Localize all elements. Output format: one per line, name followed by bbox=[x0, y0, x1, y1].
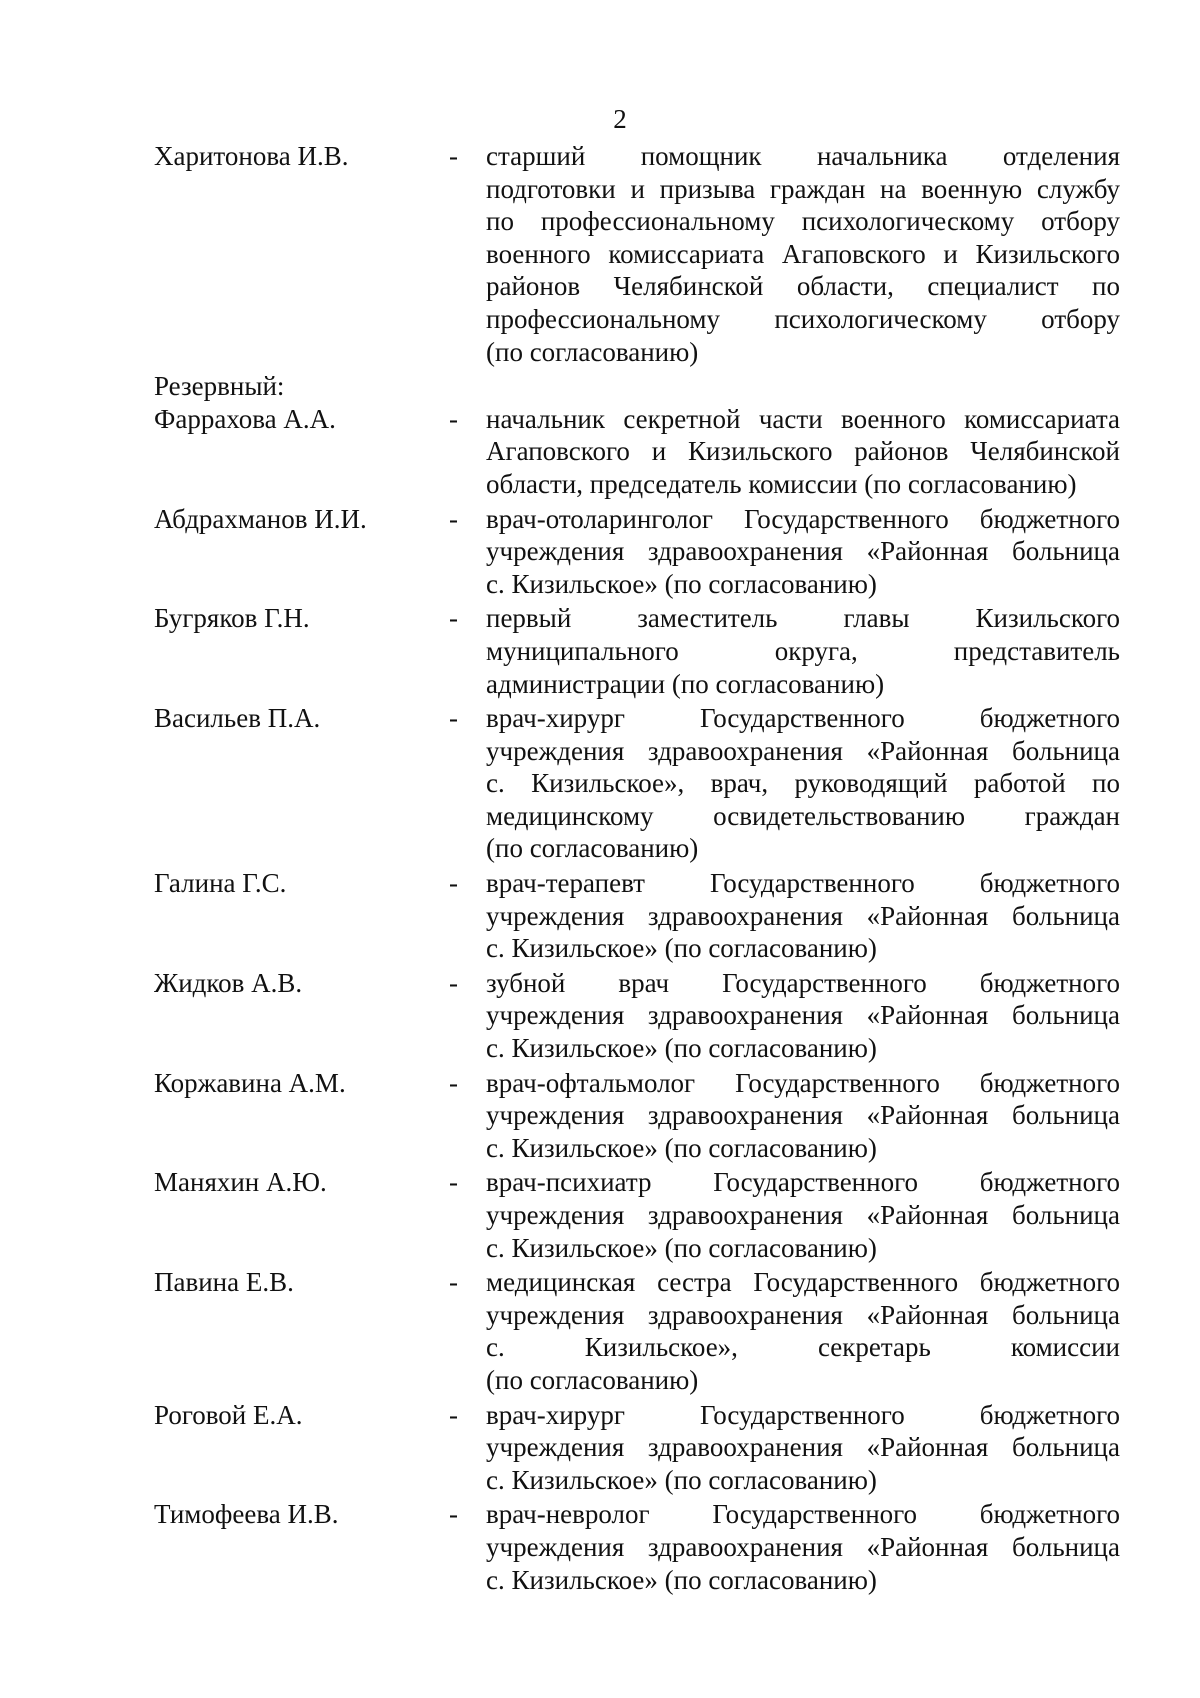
description-line: врач-хирург Государственного бюджетного bbox=[486, 703, 1120, 734]
member-name: Галина Г.С. bbox=[154, 868, 287, 899]
entry-dash: - bbox=[449, 703, 458, 734]
description-line: подготовки и призыва граждан на военную службу bbox=[486, 173, 1120, 204]
description-line: медицинскому освидетельствованию граждан bbox=[486, 800, 1120, 831]
member-entry bbox=[154, 1067, 1120, 1165]
description-line: (по согласованию) bbox=[486, 1364, 699, 1395]
description-line: с. Кизильское» (по согласованию) bbox=[486, 1464, 877, 1495]
member-entry bbox=[154, 702, 1120, 865]
entry-dash: - bbox=[449, 1067, 458, 1098]
entry-dash: - bbox=[449, 967, 458, 998]
member-entry bbox=[154, 1266, 1120, 1396]
member-name: Васильев П.А. bbox=[154, 703, 321, 734]
description-line: с. Кизильское», врач, руководящий работой по bbox=[486, 768, 1120, 799]
description-line: с. Кизильское» (по согласованию) bbox=[486, 1564, 877, 1595]
member-name: Бугряков Г.Н. bbox=[154, 603, 310, 634]
description-line: учреждения здравоохранения «Районная больница bbox=[486, 1000, 1120, 1031]
member-name: Маняхин А.Ю. bbox=[154, 1167, 327, 1198]
description-line: врач-терапевт Государственного бюджетного bbox=[486, 868, 1120, 899]
reserve-member-list bbox=[154, 403, 1120, 1596]
member-description bbox=[486, 1067, 1120, 1165]
entry-dash: - bbox=[449, 1399, 458, 1430]
member-name: Фаррахова А.А. bbox=[154, 403, 336, 434]
member-name: Харитонова И.В. bbox=[154, 141, 349, 171]
description-line: зубной врач Государственного бюджетного bbox=[486, 967, 1120, 998]
member-name: Абдрахманов И.И. bbox=[154, 503, 367, 534]
member-entry bbox=[154, 140, 1120, 368]
member-entry bbox=[154, 867, 1120, 965]
description-line: области, председатель комиссии (по согласованию) bbox=[486, 468, 1077, 499]
reserve-label: Резервный: bbox=[154, 371, 285, 402]
description-line: с. Кизильское» (по согласованию) bbox=[486, 1232, 877, 1263]
member-description bbox=[486, 1166, 1120, 1264]
description-line: с. Кизильское» (по согласованию) bbox=[486, 1132, 877, 1163]
description-line: по профессиональному психологическому отбору bbox=[486, 206, 1120, 237]
description-line: Агаповского и Кизильского районов Челябинской bbox=[486, 436, 1120, 467]
description-line: врач-невролог Государственного бюджетного bbox=[486, 1499, 1120, 1530]
member-name: Павина Е.В. bbox=[154, 1267, 294, 1298]
description-line: учреждения здравоохранения «Районная больница bbox=[486, 900, 1120, 931]
description-line: врач-психиатр Государственного бюджетного bbox=[486, 1167, 1120, 1198]
member-description bbox=[486, 602, 1120, 700]
entry-dash: - bbox=[449, 1499, 458, 1530]
member-name: Тимофеева И.В. bbox=[154, 1499, 339, 1530]
member-entry bbox=[154, 1498, 1120, 1596]
member-description bbox=[486, 403, 1120, 501]
description-line: первый заместитель главы Кизильского bbox=[486, 603, 1120, 634]
description-line: учреждения здравоохранения «Районная больница bbox=[486, 1100, 1120, 1131]
entry-dash: - bbox=[449, 503, 458, 534]
description-line: (по согласованию) bbox=[486, 833, 699, 864]
member-entry bbox=[154, 967, 1120, 1065]
description-line: медицинская сестра Государственного бюджетного bbox=[486, 1267, 1120, 1298]
member-name: Коржавина А.М. bbox=[154, 1067, 346, 1098]
description-line: учреждения здравоохранения «Районная больница bbox=[486, 735, 1120, 766]
member-description bbox=[486, 1399, 1120, 1497]
member-description bbox=[486, 967, 1120, 1065]
entry-dash: - bbox=[449, 141, 458, 171]
page-number: 2 bbox=[613, 104, 627, 134]
description-line: врач-отоларинголог Государственного бюджетного bbox=[486, 503, 1120, 534]
description-line: (по согласованию) bbox=[486, 336, 699, 367]
description-line: районов Челябинской области, специалист по bbox=[486, 271, 1120, 302]
entry-dash: - bbox=[449, 403, 458, 434]
member-entry bbox=[154, 403, 1120, 501]
entry-dash: - bbox=[449, 603, 458, 634]
description-line: врач-хирург Государственного бюджетного bbox=[486, 1399, 1120, 1430]
description-line: с. Кизильское» (по согласованию) bbox=[486, 1033, 877, 1064]
commission-list bbox=[154, 140, 1120, 1596]
member-description bbox=[486, 1266, 1120, 1396]
description-line: учреждения здравоохранения «Районная больница bbox=[486, 1531, 1120, 1562]
description-line: старший помощник начальника отделения bbox=[486, 141, 1120, 171]
entry-dash: - bbox=[449, 1267, 458, 1298]
description-line: с. Кизильское» (по согласованию) bbox=[486, 568, 877, 599]
entry-dash: - bbox=[449, 1167, 458, 1198]
description-line: учреждения здравоохранения «Районная больница bbox=[486, 536, 1120, 567]
member-description bbox=[486, 867, 1120, 965]
member-description bbox=[486, 702, 1120, 865]
description-line: профессиональному психологическому отбору bbox=[486, 303, 1120, 334]
description-line: с. Кизильское», секретарь комиссии bbox=[486, 1332, 1120, 1363]
member-description bbox=[486, 140, 1120, 368]
description-line: военного комиссариата Агаповского и Кизильского bbox=[486, 238, 1120, 269]
member-entry bbox=[154, 1166, 1120, 1264]
member-description bbox=[486, 1498, 1120, 1596]
entry-dash: - bbox=[449, 868, 458, 899]
description-line: учреждения здравоохранения «Районная больница bbox=[486, 1432, 1120, 1463]
member-entry bbox=[154, 602, 1120, 700]
description-line: с. Кизильское» (по согласованию) bbox=[486, 933, 877, 964]
description-line: администрации (по согласованию) bbox=[486, 668, 885, 699]
member-name: Жидков А.В. bbox=[154, 967, 303, 998]
description-line: учреждения здравоохранения «Районная больница bbox=[486, 1299, 1120, 1330]
member-name: Роговой Е.А. bbox=[154, 1399, 303, 1430]
description-line: начальник секретной части военного комиссариата bbox=[486, 403, 1120, 434]
member-entry bbox=[154, 503, 1120, 601]
member-entry bbox=[154, 1399, 1120, 1497]
description-line: муниципального округа, представитель bbox=[486, 635, 1120, 666]
member-description bbox=[486, 503, 1120, 601]
description-line: врач-офтальмолог Государственного бюджетного bbox=[486, 1067, 1120, 1098]
description-line: учреждения здравоохранения «Районная больница bbox=[486, 1200, 1120, 1230]
